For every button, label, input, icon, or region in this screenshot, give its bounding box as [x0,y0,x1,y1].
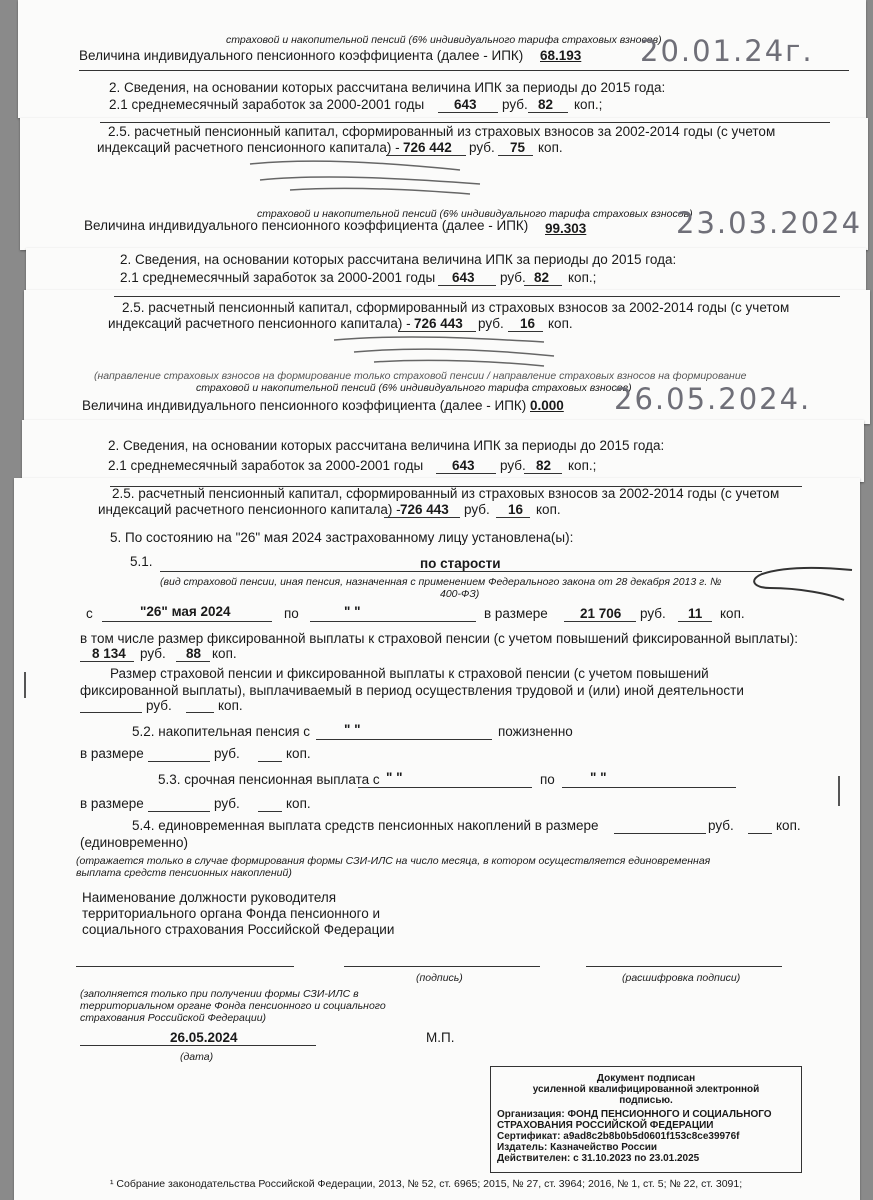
sheet5-section2: 2. Сведения, на основании которых рассчитана величина ИПК за периоды до 2015 года: [108,438,665,453]
fill-note2: территориальном органе Фонда пенсионного и социального [80,1000,386,1012]
stamp-line2: усиленной квалифицированной электронной [532,1084,760,1095]
fixed-rub-line [80,661,134,662]
sheet5-kop: коп.; [568,458,597,473]
page-sheet-5 [22,420,864,482]
main-capital-rub: 726 443 [400,502,449,517]
p52-date: " " [344,722,361,737]
p53-size: в размере [80,796,144,811]
signature-scribble-2 [314,332,574,372]
sheet4-ipk-value: 0.000 [530,398,564,413]
signature-scribble-1 [230,156,490,200]
official-line2: территориального органа Фонда пенсионного и [82,906,381,921]
sheet2-rub: руб. [469,140,495,155]
work-kop: коп. [218,698,243,713]
sheet2-ipk-value: 99.303 [545,221,587,236]
stamp-cert: Сертификат: a9ad8c2b8b0b5d0601f153c8ce39976f [497,1131,740,1142]
sheet4-capital-rub: 726 443 [414,316,463,331]
sheet3-salary-rub-line [438,285,496,286]
sheet4-capital-line2: индексаций расчетного пенсионного капитала) - [108,316,411,331]
sheet1-ipk-label: Величина индивидуального пенсионного коэффициента (далее - ИПК) [79,48,524,63]
p52-line [316,739,492,740]
sheet2-top-rule [100,122,830,123]
sheet5-salary-kop: 82 [536,458,552,473]
stamp-issuer: Издатель: Казначейство России [497,1142,658,1153]
sheet1-salary-rub: 643 [454,97,477,112]
p51-hint1: (вид страховой пенсии, иная пенсия, назначенная с применением Федерального закона от 28 декабря 2013 г. № [160,576,722,588]
p53-date2: " " [590,770,607,785]
p52-label: 5.2. накопительная пенсия с [132,724,311,739]
sheet1-rule [79,70,849,71]
signature-line [344,966,540,967]
official-line [76,966,294,967]
main-capital-kop: 16 [508,502,524,517]
signature-label: (подпись) [416,972,463,984]
sheet2-capital-line1: 2.5. расчетный пенсионный капитал, сформированный из страховых взносов за 2002-2014 годы (с учетом [108,124,776,139]
work-kop-line [186,712,214,713]
amount-kop: 11 [688,606,703,621]
sheet3-salary-kop: 82 [534,270,550,285]
page-sheet-4 [24,290,870,424]
sheet5-salary-rub-line [436,473,496,474]
sheet4-capital-line1: 2.5. расчетный пенсионный капитал, сформированный из страховых взносов за 2002-2014 годы (с учетом [122,300,790,315]
sheet1-salary-rub-line [438,112,498,113]
sheet4-capital-kop: 16 [520,316,536,331]
p53-line2 [562,787,736,788]
sheet5-salary-rub: 643 [452,458,475,473]
sheet4-handwritten-date: 26.05.2024. [614,382,812,416]
work-rub-line [80,712,142,713]
sheet1-kop: коп.; [574,97,603,112]
from-date-line [102,621,272,622]
sheet1-section2: 2. Сведения, на основании которых рассчитана величина ИПК за периоды до 2015 года: [109,80,666,95]
sheet2-capital-kop-line [498,155,533,156]
sheet4-ipk-label: Величина индивидуального пенсионного коэффициента (далее - ИПК) [82,398,527,413]
p54-kop-line [748,833,772,834]
sheet1-top-italic: страховой и накопительной пенсий (6% индивидуального тарифа страховых взносов) [226,34,662,46]
p54-rub: руб. [708,818,734,833]
p51-num: 5.1. [130,554,153,569]
work-line2: фиксированной выплаты), выплачиваемый в период осуществления трудовой и (или) иной деятельности [80,683,744,698]
fixed-line: в том числе размер фиксированной выплаты к страховой пенсии (с учетом повышений фиксированной выплаты): [80,631,798,646]
date-value: 26.05.2024 [170,1030,238,1045]
sheet3-salary-rub: 643 [452,270,475,285]
page-sheet-3 [26,248,866,292]
sheet3-kop: коп.; [568,270,597,285]
sheet2-handwritten-date: 23.03.2024 [676,206,863,240]
to-date: " " [344,604,361,619]
footnote: ¹ Собрание законодательства Российской Федерации, 2013, № 52, ст. 6965; 2015, № 27, ст. 3964; 2016, № 1, ст. 5; № 22, ст. 3091; [110,1178,743,1190]
sheet5-salary-kop-line [524,473,562,474]
sheet1-salary-kop-line [528,112,568,113]
staple-mark [838,776,840,806]
p54-note1: (отражается только в случае формирования формы СЗИ-ИЛС на число месяца, в котором осуществляется единовременная [76,855,711,867]
to-date-line [310,621,476,622]
stamp-line3: подписью. [619,1095,673,1106]
p52-size: в размере [80,746,144,761]
page-sheet-1 [18,0,866,118]
stamp-org2: СТРАХОВАНИЯ РОССИЙСКОЙ ФЕДЕРАЦИИ [497,1120,714,1131]
sheet3-rub: руб. [500,270,526,285]
from-label: с [86,606,93,621]
date-label: (дата) [180,1051,214,1063]
fixed-rub-unit: руб. [140,646,166,661]
sheet3-section2: 2. Сведения, на основании которых рассчитана величина ИПК за периоды до 2015 года: [120,252,677,267]
p54-note2: выплата средств пенсионных накоплений) [76,867,292,879]
sheet4-italic1: (направление страховых взносов на формирование только страховой пенсии / направление страховых взносов на формирование [94,370,747,382]
sheet2-capital-line2: индексаций расчетного пенсионного капитала) - [97,140,400,155]
sheet4-kop: коп. [548,316,573,331]
p52-tail: пожизненно [498,724,573,739]
p52-kop-line [258,761,282,762]
main-rub: руб. [464,502,490,517]
main-capital-rub-line [384,517,460,518]
sheet2-kop: коп. [538,140,563,155]
sheet1-salary-label: 2.1 среднемесячный заработок за 2000-2001 годы [109,97,425,112]
amount-rub-unit: руб. [640,606,666,621]
fixed-rub: 8 134 [92,646,126,661]
p54-rub-line [614,833,706,834]
p52-rub: руб. [214,746,240,761]
sheet2-bottom-italic: страховой и накопительной пенсий (6% индивидуального тарифа страховых взносов) [257,208,693,220]
sheet1-rub: руб. [502,97,528,112]
p54-line2: (единовременно) [80,835,188,850]
p53-rub-line [148,811,210,812]
amount-rub: 21 706 [580,606,622,621]
sheet5-salary-label: 2.1 среднемесячный заработок за 2000-2001 годы [108,458,424,473]
p52-kop: коп. [286,746,311,761]
fixed-kop-unit: коп. [212,646,237,661]
sheet4-top-rule [114,296,840,297]
status-line: 5. По состоянию на "26" мая 2024 застрахованному лицу установлена(ы): [110,530,574,545]
sheet2-ipk-label: Величина индивидуального пенсионного коэффициента (далее - ИПК) [84,218,529,233]
date-line [80,1045,316,1046]
sheet3-salary-label: 2.1 среднемесячный заработок за 2000-2001 годы [120,270,436,285]
p51-value: по старости [420,556,501,571]
amount-kop-unit: коп. [720,606,745,621]
sheet4-italic2: страховой и накопительной пенсий (6% индивидуального тарифа страховых взносов) [196,382,632,394]
sheet4-rub: руб. [478,316,504,331]
stamp-org1: Организация: ФОНД ПЕНСИОННОГО И СОЦИАЛЬНОГО [497,1109,772,1120]
p51-hint2: 400-ФЗ) [440,588,480,600]
sheet1-handwritten-date: 20.01.24г. [640,34,814,68]
main-capital-kop-line [496,517,530,518]
amount-rub-line [564,621,636,622]
from-date: "26" мая 2024 [140,604,231,619]
sheet2-capital-kop: 75 [510,140,526,155]
official-line3: социального страхования Российской Федерации [82,922,395,937]
staple-mark [24,672,26,698]
p53-line [358,787,532,788]
to-label: по [284,606,299,621]
main-kop: коп. [536,502,561,517]
sheet2-capital-rub: 726 442 [403,140,452,155]
decode-label: (расшифровка подписи) [622,972,741,984]
fixed-kop: 88 [186,646,202,661]
p53-rub: руб. [214,796,240,811]
official-line1: Наименование должности руководителя [82,890,337,905]
fill-note1: (заполняется только при получении формы СЗИ-ИЛС в [80,988,359,1000]
p53-kop-line [258,811,282,812]
stamp-line1: Документ подписан [596,1073,696,1084]
e-signature-stamp [490,1066,802,1173]
decode-line [586,966,782,967]
p53-label: 5.3. срочная пенсионная выплата с [158,772,380,787]
paper-clip [740,560,860,610]
p53-to: по [540,772,555,787]
sheet1-salary-kop: 82 [538,97,554,112]
stamp-valid: Действителен: с 31.10.2023 по 23.01.2025 [497,1153,700,1164]
fixed-kop-line [176,661,210,662]
p53-date: " " [386,770,403,785]
main-capital-line2: индексаций расчетного пенсионного капитала) - [98,502,401,517]
p54-line1: 5.4. единовременная выплата средств пенсионных накоплений в размере [132,818,599,833]
main-capital-line1: 2.5. расчетный пенсионный капитал, сформированный из страховых взносов за 2002-2014 годы (с учетом [112,486,780,501]
work-line1: Размер страховой пенсии и фиксированной выплаты к страховой пенсии (с учетом повышений [110,666,709,681]
fill-note3: страхования Российской Федерации) [80,1012,267,1024]
p51-line [160,571,762,572]
work-rub: руб. [146,698,172,713]
sheet3-salary-kop-line [524,285,562,286]
mp-label: М.П. [426,1030,455,1045]
amount-kop-line [678,621,712,622]
p52-rub-line [148,761,210,762]
page-sheet-2 [20,118,868,250]
p53-kop: коп. [286,796,311,811]
p54-kop: коп. [776,818,801,833]
sheet5-rub: руб. [500,458,526,473]
sheet1-ipk-value: 68.193 [540,48,582,63]
amount-label: в размере [484,606,548,621]
